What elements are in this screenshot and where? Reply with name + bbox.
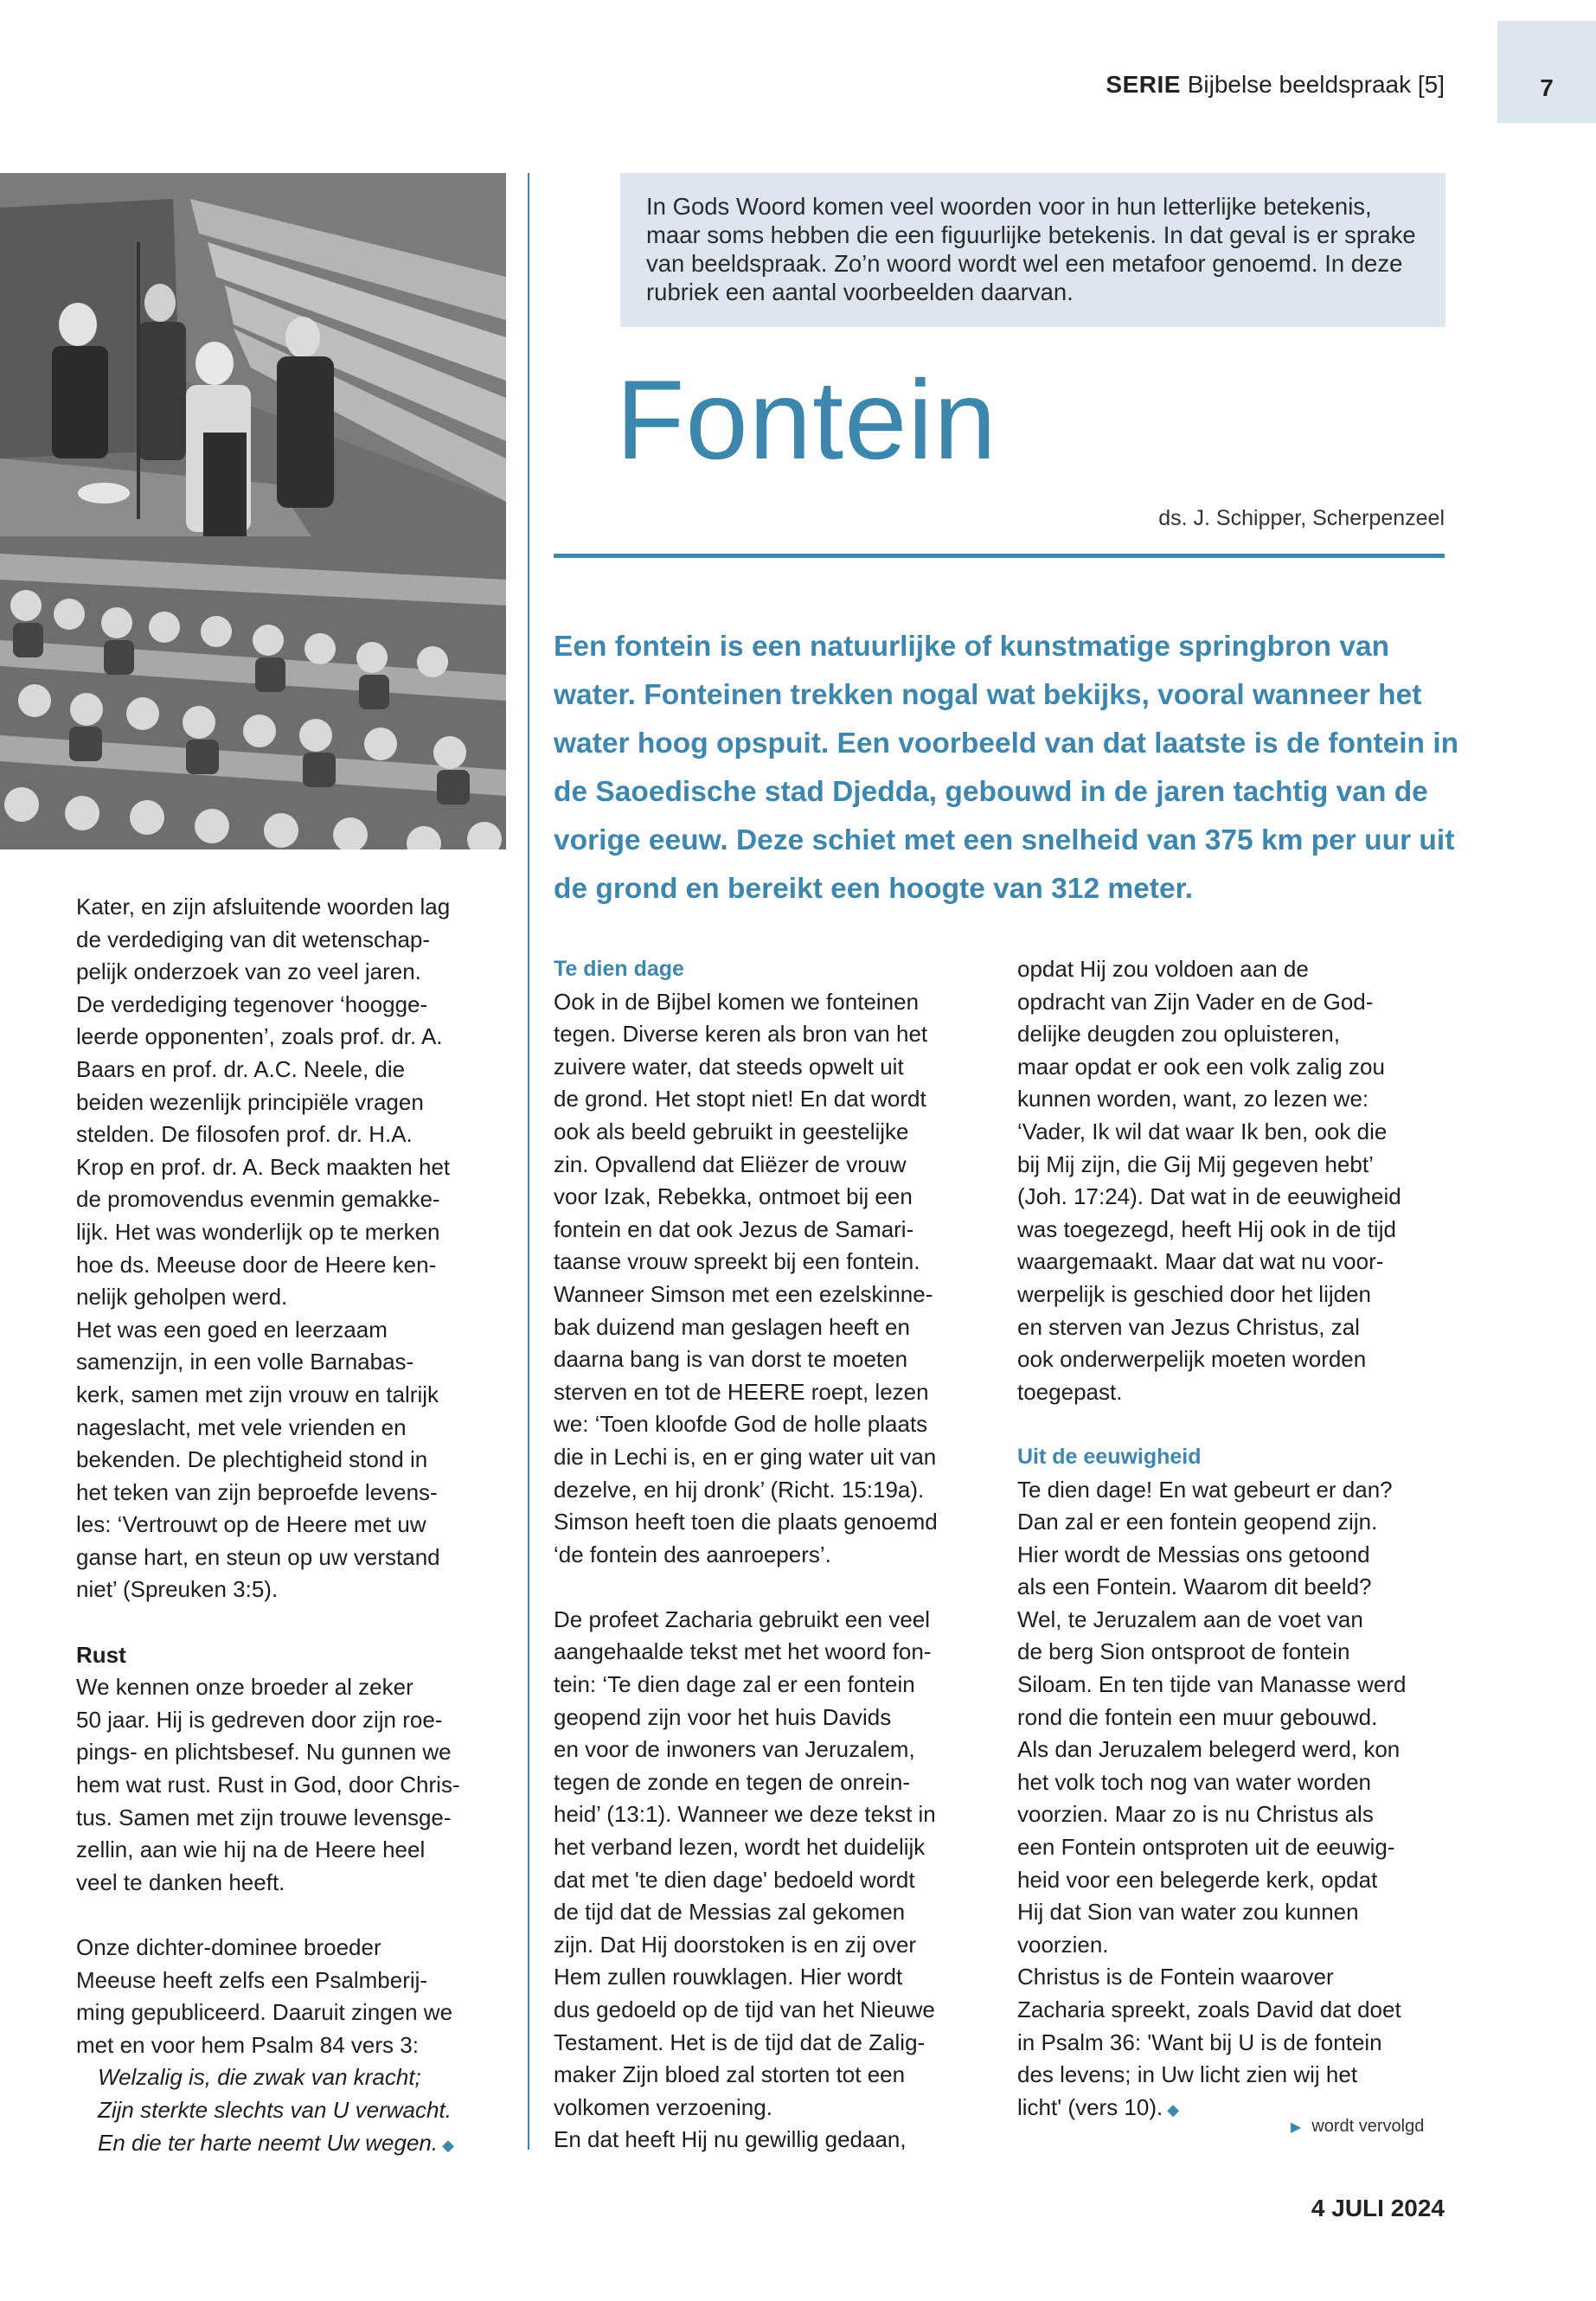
text-line: tus. Samen met zijn trouwe levensge- bbox=[76, 1804, 452, 1830]
text-line: waargemaakt. Maar dat wat nu voor- bbox=[1017, 1248, 1384, 1275]
page-number: 7 bbox=[1540, 74, 1554, 101]
text-line: als een Fontein. Waarom dit beeld? bbox=[1017, 1574, 1372, 1600]
text-line: in Psalm 36: 'Want bij U is de fontein bbox=[1017, 2029, 1382, 2055]
text-line: hoe ds. Meeuse door de Heere ken- bbox=[76, 1251, 437, 1278]
text-line: (Joh. 17:24). Dat wat in de eeuwigheid bbox=[1017, 1183, 1401, 1210]
text-line: Zacharia spreekt, zoals David dat doet bbox=[1017, 1997, 1401, 2022]
text-line: zijn. Dat Hij doorstoken is en zij over bbox=[554, 1931, 917, 1958]
text-line: heid’ (13:1). Wanneer we deze tekst in bbox=[554, 1801, 936, 1828]
church-ceremony-photo bbox=[0, 173, 506, 849]
text-line: aangehaalde tekst met het woord fon- bbox=[554, 1638, 932, 1665]
text-line: Dan zal er een fontein geopend zijn. bbox=[1017, 1509, 1378, 1535]
text-line: Ook in de Bijbel komen we fonteinen bbox=[554, 988, 920, 1015]
text-line: veel te danken heeft. bbox=[76, 1868, 285, 1895]
text-line: geopend zijn voor het huis Davids bbox=[554, 1703, 892, 1730]
article-author: ds. J. Schipper, Scherpenzeel bbox=[1158, 506, 1445, 530]
text-line: Krop en prof. dr. A. Beck maakten het bbox=[76, 1153, 451, 1180]
footer-date: 4 JULI 2024 bbox=[1311, 2195, 1445, 2221]
text-line: Zijn sterkte slechts van U verwacht. bbox=[98, 2096, 452, 2123]
text-line: we: ‘Toen kloofde God de holle plaats bbox=[554, 1411, 928, 1438]
intro-box: In Gods Woord komen veel woorden voor in hun letterlijke betekenis, maar soms hebben die een figuurlijke betekenis. In dat geval is er sprake van beeldspraak. Zo’n woord wordt wel een metafoor genoemd. In deze rubriek een aantal voorbeelden daarvan. bbox=[620, 173, 1445, 327]
left-column bbox=[76, 891, 509, 2162]
text-line: dus gedoeld op de tijd van het Nieuwe bbox=[554, 1997, 935, 2022]
text-line: de berg Sion ontsproot de fontein bbox=[1017, 1638, 1350, 1665]
middle-column bbox=[554, 953, 986, 2157]
text-line: hem wat rust. Rust in God, door Chris- bbox=[76, 1772, 460, 1798]
left-para-2 bbox=[76, 1314, 509, 1606]
left-para-4 bbox=[76, 1932, 509, 2061]
text-line: Simson heeft toen die plaats genoemd bbox=[554, 1509, 938, 1535]
text-line: tein: ‘Te dien dage zal er een fontein bbox=[554, 1671, 915, 1698]
text-line: kunnen worden, want, zo lezen we: bbox=[1017, 1086, 1369, 1112]
text-line: daarna bang is van dorst te moeten bbox=[554, 1346, 908, 1373]
continued-note bbox=[1291, 2117, 1424, 2137]
text-line: maar opdat er ook een volk zalig zou bbox=[1017, 1053, 1385, 1080]
text-line: We kennen onze broeder al zeker bbox=[76, 1674, 413, 1701]
text-line: dat met 'te dien dage' bedoeld wordt bbox=[554, 1866, 915, 1893]
text-line: stelden. De filosofen prof. dr. H.A. bbox=[76, 1121, 413, 1148]
text-line: Kater, en zijn afsluitende woorden lag bbox=[76, 894, 451, 920]
end-diamond-icon: ◆ bbox=[1163, 2100, 1180, 2118]
text-line: pelijk onderzoek van zo veel jaren. bbox=[76, 958, 421, 985]
text-line: De profeet Zacharia gebruikt een veel bbox=[554, 1606, 931, 1632]
heading-uit-de-eeuwigheid: Uit de eeuwigheid bbox=[1017, 1444, 1202, 1469]
text-line: en voor de inwoners van Jeruzalem, bbox=[554, 1736, 915, 1763]
heading-rust: Rust bbox=[76, 1641, 126, 1668]
text-line: 50 jaar. Hij is gedreven door zijn roe- bbox=[76, 1706, 443, 1733]
lead-paragraph: Een fontein is een natuurlijke of kunstmatige springbron van water. Fonteinen trekken nogal wat bekijks, vooral wanneer het water hoog opspuit. Een voorbeeld van dat laatste is de fontein in de Saoedische stad Djedda, gebouwd in de jaren tachtig van de vorige eeuw. Deze schiet met een snelheid van 375 km per uur uit de grond en bereikt een hoogte van 312 meter. bbox=[554, 631, 1459, 905]
text-line: de verdediging van dit wetenschap- bbox=[76, 926, 431, 952]
left-para-3 bbox=[76, 1671, 509, 1899]
text-line: werpelijk is geschied door het lijden bbox=[1017, 1280, 1372, 1307]
right-para-1 bbox=[1017, 953, 1467, 1408]
text-line: ‘Vader, Ik wil dat waar Ik ben, ook die bbox=[1017, 1118, 1388, 1144]
text-line: beiden wezenlijk principiële vragen bbox=[76, 1088, 424, 1115]
text-line: voorzien. Maar zo is nu Christus als bbox=[1017, 1801, 1374, 1828]
text-line: Onze dichter-dominee broeder bbox=[76, 1934, 381, 1960]
text-line: toegepast. bbox=[1017, 1378, 1123, 1405]
text-line: opdracht van Zijn Vader en de God- bbox=[1017, 988, 1374, 1015]
text-line: Siloam. En ten tijde van Manasse werd bbox=[1017, 1671, 1407, 1698]
text-line: de tijd dat de Messias zal gekomen bbox=[554, 1899, 906, 1926]
continued-text: wordt vervolgd bbox=[1311, 2117, 1425, 2136]
text-line: tegen. Diverse keren als bron van het bbox=[554, 1021, 928, 1048]
text-line: ook als beeld gebruikt in geestelijke bbox=[554, 1118, 909, 1144]
series-label: SERIE bbox=[1106, 71, 1181, 98]
text-line: Welzalig is, die zwak van kracht; bbox=[98, 2064, 421, 2091]
text-line: het teken van zijn beproefde levens- bbox=[76, 1478, 438, 1505]
text-line: ook onderwerpelijk moeten worden bbox=[1017, 1346, 1367, 1373]
right-column bbox=[1017, 953, 1467, 2126]
middle-para-2 bbox=[554, 1604, 986, 2157]
text-line: samenzijn, in een volle Barnabas- bbox=[76, 1349, 414, 1375]
text-line: heid voor een belegerde kerk, opdat bbox=[1017, 1866, 1378, 1893]
right-para-2 bbox=[1017, 1474, 1467, 2127]
series-name: Bijbelse beeldspraak [5] bbox=[1187, 71, 1445, 98]
text-line: Te dien dage! En wat gebeurt er dan? bbox=[1017, 1476, 1393, 1503]
text-line: was toegezegd, heeft Hij ook in de tijd bbox=[1017, 1215, 1396, 1242]
text-line: Wel, te Jeruzalem aan de voet van bbox=[1017, 1606, 1363, 1632]
text-line: met en voor hem Psalm 84 vers 3: bbox=[76, 2031, 419, 2058]
column-divider bbox=[528, 173, 529, 2150]
text-line: En die ter harte neemt Uw wegen. ◆ bbox=[98, 2129, 454, 2156]
title-rule bbox=[554, 554, 1445, 558]
article-title: Fontein bbox=[616, 356, 997, 483]
text-line: bak duizend man geslagen heeft en bbox=[554, 1313, 910, 1340]
text-line: En dat heeft Hij nu gewillig gedaan, bbox=[554, 2126, 907, 2153]
text-line: kerk, samen met zijn vrouw en talrijk bbox=[76, 1381, 439, 1407]
text-line: maker Zijn bloed zal storten tot een bbox=[554, 2061, 906, 2088]
text-line: bij Mij zijn, die Gij Mij gegeven hebt’ bbox=[1017, 1150, 1374, 1177]
text-line: nageslacht, met vele vrienden en bbox=[76, 1413, 407, 1440]
text-line: Het was een goed en leerzaam bbox=[76, 1316, 388, 1343]
text-line: nelijk geholpen werd. bbox=[76, 1284, 288, 1311]
text-line: pings- en plichtsbesef. Nu gunnen we bbox=[76, 1739, 452, 1766]
heading-te-dien-dage: Te dien dage bbox=[554, 957, 684, 981]
text-line: Christus is de Fontein waarover bbox=[1017, 1964, 1334, 1990]
text-line: Als dan Jeruzalem belegerd werd, kon bbox=[1017, 1736, 1401, 1763]
text-line: die in Lechi is, en er ging water uit van bbox=[554, 1443, 937, 1470]
text-line: les: ‘Vertrouwt op de Heere met uw bbox=[76, 1511, 426, 1538]
text-line: dezelve, en hij dronk’ (Richt. 15:19a). bbox=[554, 1476, 925, 1503]
text-line: Meeuse heeft zelfs een Psalmberij- bbox=[76, 1966, 428, 1993]
text-line: volkomen verzoening. bbox=[554, 2093, 772, 2120]
text-line: het volk toch nog van water worden bbox=[1017, 1768, 1372, 1795]
text-line: Baars en prof. dr. A.C. Neele, die bbox=[76, 1055, 406, 1082]
middle-para-1 bbox=[554, 986, 986, 1572]
text-line: tegen de zonde en tegen de onrein- bbox=[554, 1768, 911, 1795]
text-line: delijke deugden zou opluisteren, bbox=[1017, 1021, 1340, 1048]
text-line: voorzien. bbox=[1017, 1931, 1109, 1958]
left-para-1 bbox=[76, 891, 509, 1314]
text-line: Hem zullen rouwklagen. Hier wordt bbox=[554, 1964, 903, 1990]
text-line: de grond. Het stopt niet! En dat wordt bbox=[554, 1086, 926, 1112]
text-line: Hier wordt de Messias ons getoond bbox=[1017, 1541, 1370, 1567]
psalm-quote bbox=[76, 2061, 509, 2162]
page-number-box bbox=[1497, 21, 1596, 123]
text-line: niet’ (Spreuken 3:5). bbox=[76, 1576, 279, 1603]
text-line: fontein en dat ook Jezus de Samari- bbox=[554, 1215, 914, 1242]
text-line: opdat Hij zou voldoen aan de bbox=[1017, 956, 1309, 982]
play-triangle-icon: ▶ bbox=[1291, 2120, 1302, 2135]
text-line: ganse hart, en steun op uw verstand bbox=[76, 1543, 440, 1570]
text-line: zellin, aan wie hij na de Heere heel bbox=[76, 1836, 426, 1863]
text-line: taanse vrouw spreekt bij een fontein. bbox=[554, 1248, 920, 1275]
text-line: het verband lezen, wordt het duidelijk bbox=[554, 1834, 926, 1861]
text-line: lijk. Het was wonderlijk op te merken bbox=[76, 1218, 440, 1245]
text-line: Hij dat Sion van water zou kunnen bbox=[1017, 1899, 1359, 1926]
text-line: De verdediging tegenover ‘hoogge- bbox=[76, 990, 428, 1017]
running-header bbox=[1106, 71, 1445, 99]
text-line: een Fontein ontsproten uit de eeuwig- bbox=[1017, 1834, 1395, 1861]
text-line: Wanneer Simson met een ezelskinne- bbox=[554, 1280, 933, 1307]
text-line: rond die fontein een muur gebouwd. bbox=[1017, 1703, 1378, 1730]
text-line: Testament. Het is de tijd dat de Zalig- bbox=[554, 2029, 926, 2055]
text-line: en sterven van Jezus Christus, zal bbox=[1017, 1313, 1360, 1340]
text-line: licht' (vers 10). ◆ bbox=[1017, 2093, 1180, 2120]
text-line: ‘de fontein des aanroepers’. bbox=[554, 1541, 831, 1567]
text-line: ming gepubliceerd. Daaruit zingen we bbox=[76, 1999, 453, 2026]
end-diamond-icon: ◆ bbox=[438, 2136, 454, 2154]
text-line: voor Izak, Rebekka, ontmoet bij een bbox=[554, 1183, 913, 1210]
text-line: des levens; in Uw licht zien wij het bbox=[1017, 2061, 1358, 2088]
text-line: de promovendus evenmin gemakke- bbox=[76, 1186, 440, 1213]
text-line: leerde opponenten’, zoals prof. dr. A. bbox=[76, 1023, 443, 1050]
text-line: zuivere water, dat steeds opwelt uit bbox=[554, 1053, 904, 1080]
text-line: zin. Opvallend dat Eliëzer de vrouw bbox=[554, 1150, 907, 1177]
text-line: bekenden. De plechtigheid stond in bbox=[76, 1446, 428, 1473]
text-line: sterven en tot de HEERE roept, lezen bbox=[554, 1378, 929, 1405]
